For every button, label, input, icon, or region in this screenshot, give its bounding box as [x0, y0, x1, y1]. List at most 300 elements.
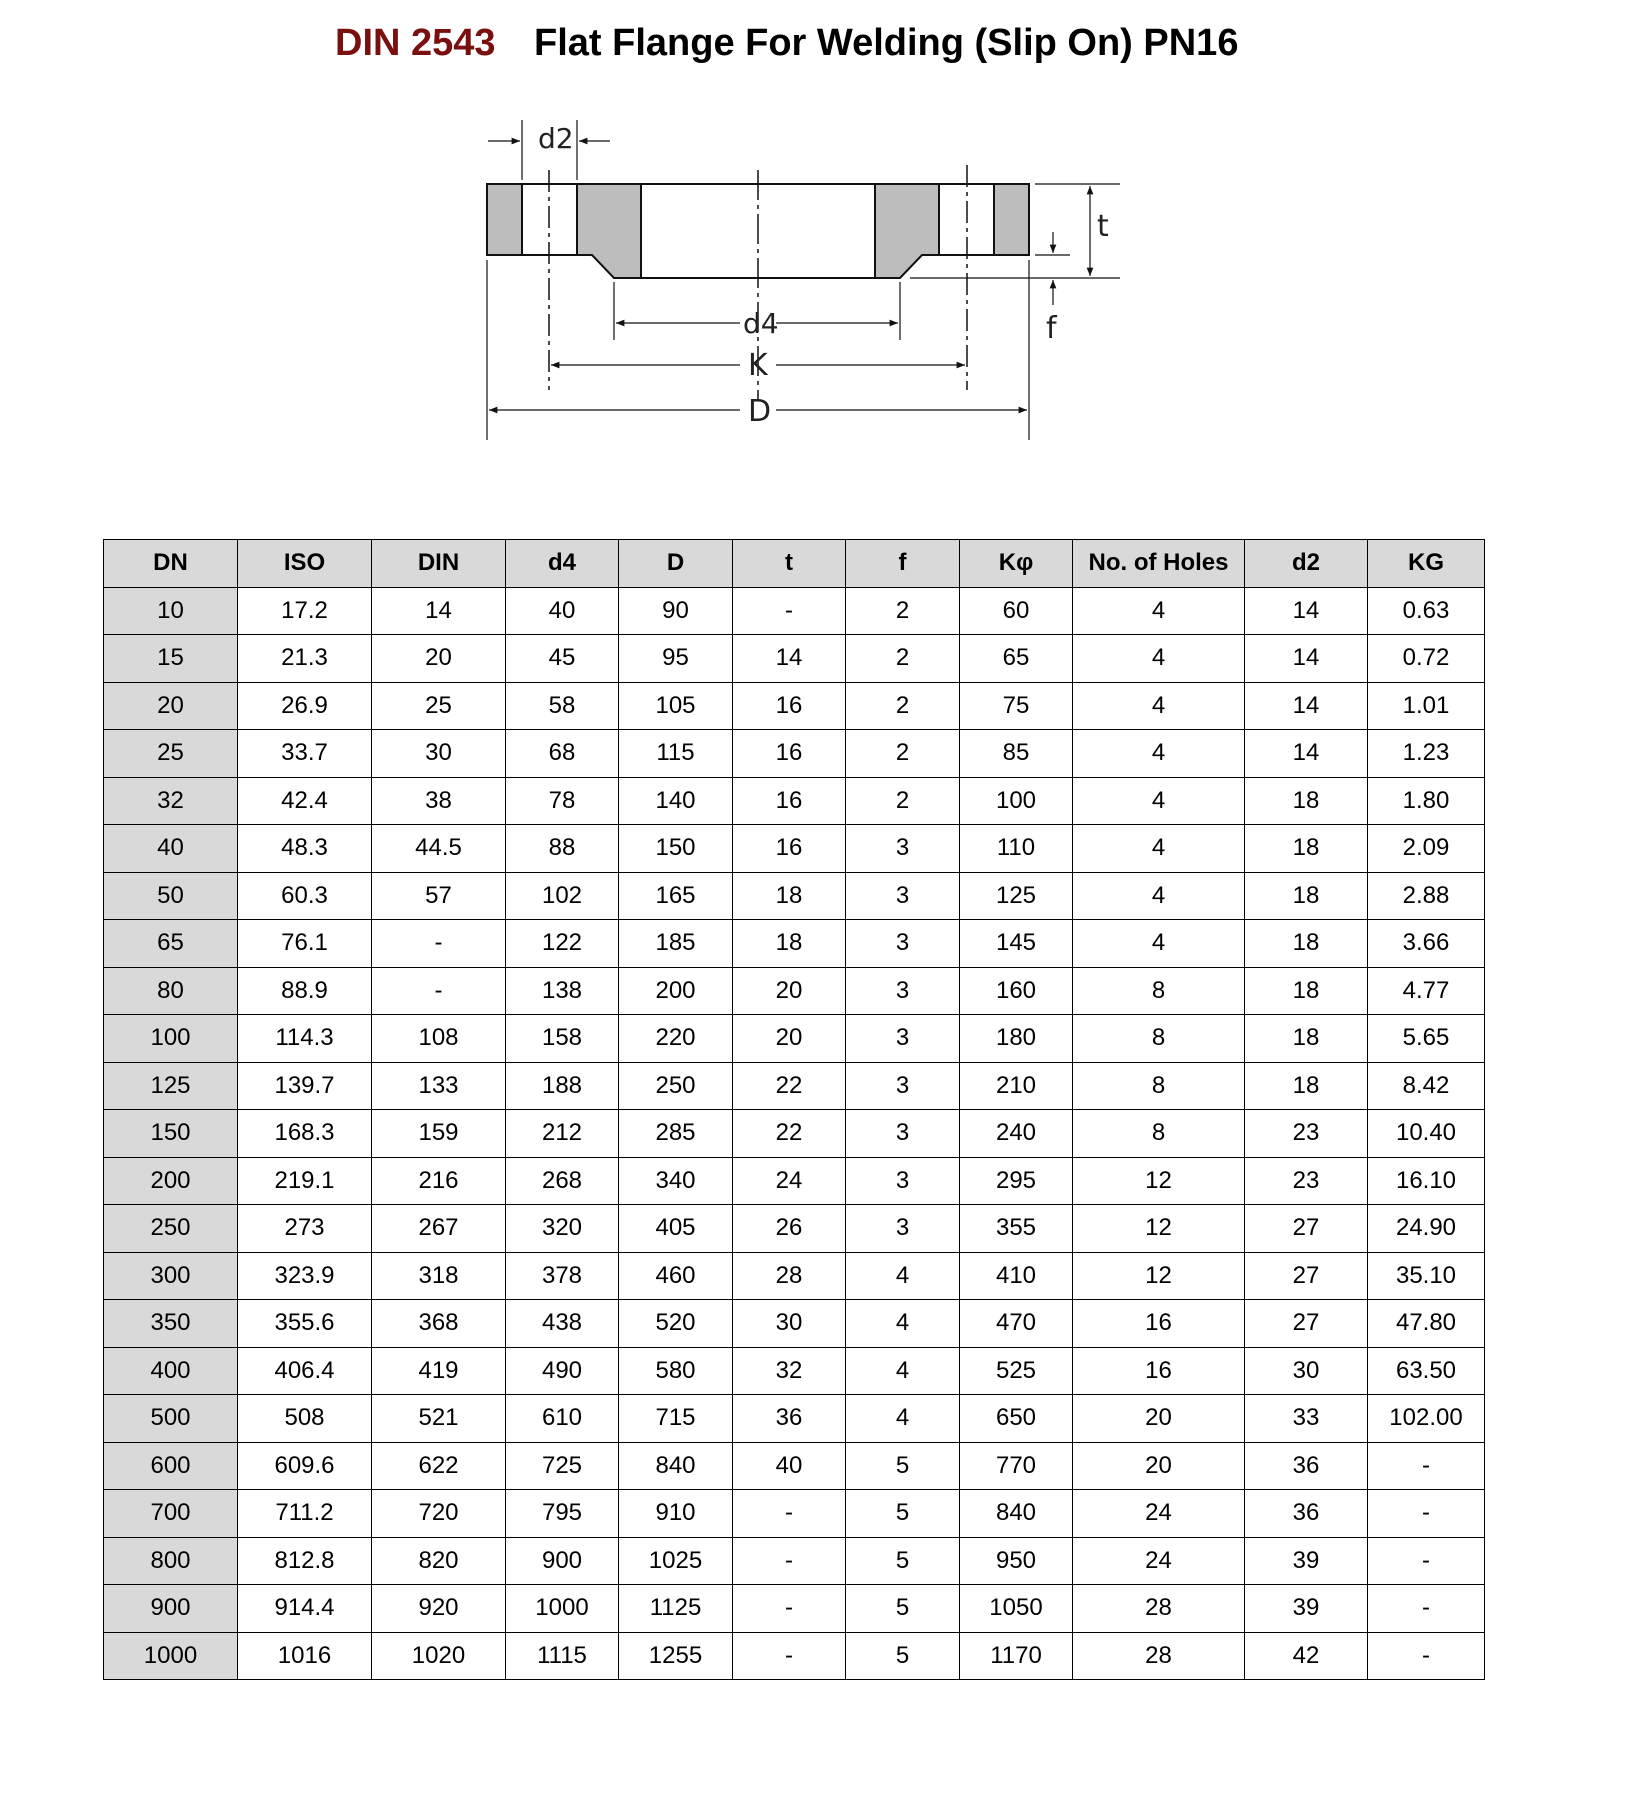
column-header: DIN [372, 540, 506, 588]
table-cell: 419 [372, 1347, 506, 1395]
table-cell: 14 [733, 635, 846, 683]
table-cell: 3 [846, 967, 960, 1015]
table-cell: 4 [1073, 635, 1245, 683]
table-cell: 405 [619, 1205, 733, 1253]
table-row [104, 1537, 1485, 1585]
table-cell: 122 [506, 920, 619, 968]
table-cell: 508 [238, 1395, 372, 1443]
table-cell: 840 [619, 1442, 733, 1490]
column-header: d4 [506, 540, 619, 588]
table-cell: 25 [372, 682, 506, 730]
table-cell: 47.80 [1368, 1300, 1485, 1348]
table-cell: 188 [506, 1062, 619, 1110]
table-cell: 139.7 [238, 1062, 372, 1110]
dn-cell: 1000 [104, 1632, 238, 1680]
label-d2: d2 [538, 122, 574, 155]
table-cell: 76.1 [238, 920, 372, 968]
table-cell: 4 [846, 1252, 960, 1300]
flange-diagram [470, 110, 1130, 440]
table-cell: 820 [372, 1537, 506, 1585]
table-cell: 23 [1245, 1157, 1368, 1205]
table-cell: 268 [506, 1157, 619, 1205]
table-cell: 35.10 [1368, 1252, 1485, 1300]
dn-cell: 500 [104, 1395, 238, 1443]
table-cell: 160 [960, 967, 1073, 1015]
table-cell: 42 [1245, 1632, 1368, 1680]
table-cell: 12 [1073, 1205, 1245, 1253]
table-cell: 650 [960, 1395, 1073, 1443]
table-cell: 2.09 [1368, 825, 1485, 873]
table-cell: 16 [733, 682, 846, 730]
table-cell: 355.6 [238, 1300, 372, 1348]
table-cell: 85 [960, 730, 1073, 778]
table-row [104, 920, 1485, 968]
table-cell: - [1368, 1537, 1485, 1585]
table-cell: 273 [238, 1205, 372, 1253]
column-header: Kφ [960, 540, 1073, 588]
table-cell: 27 [1245, 1252, 1368, 1300]
table-cell: 57 [372, 872, 506, 920]
dn-cell: 400 [104, 1347, 238, 1395]
table-cell: 24 [733, 1157, 846, 1205]
table-cell: 14 [1245, 587, 1368, 635]
table-cell: 240 [960, 1110, 1073, 1158]
flange-dimension-table [103, 539, 1485, 1680]
table-cell: 44.5 [372, 825, 506, 873]
table-cell: 18 [1245, 967, 1368, 1015]
table-cell: 406.4 [238, 1347, 372, 1395]
table-cell: 39 [1245, 1537, 1368, 1585]
table-cell: - [1368, 1632, 1485, 1680]
table-row [104, 587, 1485, 635]
column-header: D [619, 540, 733, 588]
table-cell: 24.90 [1368, 1205, 1485, 1253]
table-cell: 102 [506, 872, 619, 920]
table-cell: 711.2 [238, 1490, 372, 1538]
table-cell: 10.40 [1368, 1110, 1485, 1158]
table-cell: 110 [960, 825, 1073, 873]
table-cell: 22 [733, 1110, 846, 1158]
table-cell: 521 [372, 1395, 506, 1443]
table-cell: 115 [619, 730, 733, 778]
table-cell: 610 [506, 1395, 619, 1443]
table-cell: 42.4 [238, 777, 372, 825]
table-cell: 16.10 [1368, 1157, 1485, 1205]
table-cell: 16 [1073, 1347, 1245, 1395]
table-cell: 24 [1073, 1490, 1245, 1538]
table-cell: 16 [733, 825, 846, 873]
table-cell: 185 [619, 920, 733, 968]
table-row [104, 825, 1485, 873]
table-cell: 68 [506, 730, 619, 778]
table-cell: 210 [960, 1062, 1073, 1110]
table-cell: 295 [960, 1157, 1073, 1205]
table-cell: 580 [619, 1347, 733, 1395]
table-cell: 22 [733, 1062, 846, 1110]
table-cell: 2 [846, 777, 960, 825]
column-header: d2 [1245, 540, 1368, 588]
table-cell: 715 [619, 1395, 733, 1443]
table-cell: 3.66 [1368, 920, 1485, 968]
table-cell: - [1368, 1585, 1485, 1633]
table-cell: 285 [619, 1110, 733, 1158]
table-cell: 368 [372, 1300, 506, 1348]
dimension-lines [488, 141, 1090, 410]
column-header: t [733, 540, 846, 588]
table-cell: 165 [619, 872, 733, 920]
table-cell: 2 [846, 682, 960, 730]
table-cell: 950 [960, 1537, 1073, 1585]
column-header: DN [104, 540, 238, 588]
table-cell: 38 [372, 777, 506, 825]
table-row [104, 682, 1485, 730]
table-cell: 20 [372, 635, 506, 683]
table-row [104, 872, 1485, 920]
table-cell: 2 [846, 587, 960, 635]
table-row [104, 1347, 1485, 1395]
table-cell: 4 [1073, 682, 1245, 730]
table-cell: 18 [1245, 920, 1368, 968]
table-cell: 21.3 [238, 635, 372, 683]
table-cell: 4 [1073, 825, 1245, 873]
table-cell: 26.9 [238, 682, 372, 730]
table-cell: 18 [733, 872, 846, 920]
dn-cell: 100 [104, 1015, 238, 1063]
table-cell: 14 [372, 587, 506, 635]
table-cell: 3 [846, 872, 960, 920]
table-cell: 18 [1245, 872, 1368, 920]
table-cell: 16 [733, 730, 846, 778]
table-cell: 4 [1073, 920, 1245, 968]
table-cell: 4 [1073, 587, 1245, 635]
table-row [104, 1632, 1485, 1680]
table-cell: 30 [1245, 1347, 1368, 1395]
table-cell: 4 [846, 1300, 960, 1348]
table-cell: 410 [960, 1252, 1073, 1300]
table-cell: 8.42 [1368, 1062, 1485, 1110]
table-cell: 1170 [960, 1632, 1073, 1680]
dn-cell: 600 [104, 1442, 238, 1490]
dn-cell: 125 [104, 1062, 238, 1110]
table-cell: 8 [1073, 1062, 1245, 1110]
table-cell: 812.8 [238, 1537, 372, 1585]
table-cell: 5 [846, 1442, 960, 1490]
table-cell: 145 [960, 920, 1073, 968]
table-cell: 125 [960, 872, 1073, 920]
table-cell: 720 [372, 1490, 506, 1538]
table-cell: 90 [619, 587, 733, 635]
table-cell: - [733, 1632, 846, 1680]
table-cell: 33 [1245, 1395, 1368, 1443]
dn-cell: 200 [104, 1157, 238, 1205]
table-row [104, 1015, 1485, 1063]
table-cell: 355 [960, 1205, 1073, 1253]
table-cell: 4 [846, 1347, 960, 1395]
table-cell: 20 [1073, 1395, 1245, 1443]
table-cell: 219.1 [238, 1157, 372, 1205]
table-cell: 3 [846, 920, 960, 968]
table-cell: 438 [506, 1300, 619, 1348]
column-header: f [846, 540, 960, 588]
table-cell: 340 [619, 1157, 733, 1205]
table-cell: 4 [1073, 730, 1245, 778]
table-cell: 4 [1073, 872, 1245, 920]
table-cell: 28 [1073, 1585, 1245, 1633]
table-cell: 95 [619, 635, 733, 683]
table-cell: - [1368, 1490, 1485, 1538]
table-cell: 14 [1245, 682, 1368, 730]
table-cell: 250 [619, 1062, 733, 1110]
table-cell: 30 [733, 1300, 846, 1348]
table-cell: - [733, 587, 846, 635]
table-cell: 105 [619, 682, 733, 730]
table-row [104, 1252, 1485, 1300]
table-cell: 12 [1073, 1252, 1245, 1300]
table-cell: 138 [506, 967, 619, 1015]
table-row [104, 1300, 1485, 1348]
table-cell: 36 [733, 1395, 846, 1443]
table-cell: 20 [733, 1015, 846, 1063]
column-header: No. of Holes [1073, 540, 1245, 588]
table-cell: 1255 [619, 1632, 733, 1680]
table-cell: 102.00 [1368, 1395, 1485, 1443]
table-cell: 18 [1245, 1015, 1368, 1063]
table-cell: 5.65 [1368, 1015, 1485, 1063]
table-cell: 520 [619, 1300, 733, 1348]
table-cell: 75 [960, 682, 1073, 730]
table-cell: 622 [372, 1442, 506, 1490]
table-cell: 1025 [619, 1537, 733, 1585]
table-cell: 609.6 [238, 1442, 372, 1490]
table-cell: 30 [372, 730, 506, 778]
dn-cell: 25 [104, 730, 238, 778]
table-cell: - [372, 920, 506, 968]
dn-cell: 15 [104, 635, 238, 683]
table-cell: 3 [846, 1015, 960, 1063]
table-cell: - [733, 1585, 846, 1633]
table-cell: 212 [506, 1110, 619, 1158]
table-cell: 45 [506, 635, 619, 683]
dn-cell: 10 [104, 587, 238, 635]
table-cell: 32 [733, 1347, 846, 1395]
table-row [104, 635, 1485, 683]
table-cell: 180 [960, 1015, 1073, 1063]
table-cell: 168.3 [238, 1110, 372, 1158]
table-cell: 16 [733, 777, 846, 825]
table-cell: 4.77 [1368, 967, 1485, 1015]
table-cell: 3 [846, 1110, 960, 1158]
table-cell: 914.4 [238, 1585, 372, 1633]
table-cell: 150 [619, 825, 733, 873]
table-cell: 1125 [619, 1585, 733, 1633]
table-cell: 220 [619, 1015, 733, 1063]
table-cell: 318 [372, 1252, 506, 1300]
table-row [104, 1395, 1485, 1443]
table-cell: 795 [506, 1490, 619, 1538]
table-cell: 770 [960, 1442, 1073, 1490]
dn-cell: 65 [104, 920, 238, 968]
dn-cell: 32 [104, 777, 238, 825]
table-cell: 26 [733, 1205, 846, 1253]
flange-name: Flat Flange For Welding (Slip On) PN16 [534, 22, 1239, 64]
table-cell: 23 [1245, 1110, 1368, 1158]
table-row [104, 1442, 1485, 1490]
dn-cell: 20 [104, 682, 238, 730]
table-cell: 490 [506, 1347, 619, 1395]
table-cell: 1.23 [1368, 730, 1485, 778]
table-cell: 20 [733, 967, 846, 1015]
table-cell: 58 [506, 682, 619, 730]
table-cell: 200 [619, 967, 733, 1015]
table-cell: 158 [506, 1015, 619, 1063]
table-cell: 910 [619, 1490, 733, 1538]
table-cell: 114.3 [238, 1015, 372, 1063]
table-cell: 2 [846, 730, 960, 778]
table-cell: 460 [619, 1252, 733, 1300]
table-cell: 1020 [372, 1632, 506, 1680]
table-cell: 65 [960, 635, 1073, 683]
table-header-row [104, 540, 1485, 588]
label-t: t [1097, 209, 1109, 244]
table-cell: 525 [960, 1347, 1073, 1395]
dn-cell: 40 [104, 825, 238, 873]
table-cell: 3 [846, 1062, 960, 1110]
table-row [104, 1157, 1485, 1205]
table-cell: 28 [733, 1252, 846, 1300]
table-cell: 1115 [506, 1632, 619, 1680]
dn-cell: 80 [104, 967, 238, 1015]
table-cell: 5 [846, 1490, 960, 1538]
dn-cell: 50 [104, 872, 238, 920]
dn-cell: 300 [104, 1252, 238, 1300]
table-cell: 320 [506, 1205, 619, 1253]
table-cell: 378 [506, 1252, 619, 1300]
table-row [104, 1062, 1485, 1110]
table-cell: - [372, 967, 506, 1015]
table-cell: 40 [506, 587, 619, 635]
table-cell: 1.80 [1368, 777, 1485, 825]
table-row [104, 777, 1485, 825]
page-title [0, 22, 1652, 72]
table-cell: 8 [1073, 1110, 1245, 1158]
table-cell: 2.88 [1368, 872, 1485, 920]
column-header: KG [1368, 540, 1485, 588]
dn-cell: 900 [104, 1585, 238, 1633]
table-cell: 8 [1073, 1015, 1245, 1063]
table-cell: 323.9 [238, 1252, 372, 1300]
table-cell: 140 [619, 777, 733, 825]
dn-cell: 350 [104, 1300, 238, 1348]
table-cell: 27 [1245, 1300, 1368, 1348]
table-cell: 267 [372, 1205, 506, 1253]
extension-lines [487, 120, 1120, 440]
table-cell: 24 [1073, 1537, 1245, 1585]
label-K: K [748, 348, 768, 383]
table-cell: 28 [1073, 1632, 1245, 1680]
table-cell: 14 [1245, 730, 1368, 778]
table-cell: 3 [846, 825, 960, 873]
table-row [104, 1110, 1485, 1158]
table-cell: 8 [1073, 967, 1245, 1015]
table-cell: 725 [506, 1442, 619, 1490]
table-cell: 840 [960, 1490, 1073, 1538]
table-cell: - [733, 1490, 846, 1538]
table-row [104, 1585, 1485, 1633]
table-cell: 18 [733, 920, 846, 968]
table-cell: 900 [506, 1537, 619, 1585]
table-cell: 63.50 [1368, 1347, 1485, 1395]
table-cell: 4 [846, 1395, 960, 1443]
table-cell: 36 [1245, 1442, 1368, 1490]
table-row [104, 730, 1485, 778]
table-cell: 16 [1073, 1300, 1245, 1348]
table-row [104, 1490, 1485, 1538]
table-cell: 60.3 [238, 872, 372, 920]
table-cell: 17.2 [238, 587, 372, 635]
table-cell: 1.01 [1368, 682, 1485, 730]
dn-cell: 150 [104, 1110, 238, 1158]
table-cell: 133 [372, 1062, 506, 1110]
table-cell: 18 [1245, 1062, 1368, 1110]
table-cell: 0.63 [1368, 587, 1485, 635]
table-cell: 0.72 [1368, 635, 1485, 683]
table-cell: 470 [960, 1300, 1073, 1348]
table-cell: 920 [372, 1585, 506, 1633]
table-cell: 48.3 [238, 825, 372, 873]
table-cell: 1050 [960, 1585, 1073, 1633]
table-row [104, 1205, 1485, 1253]
table-row [104, 967, 1485, 1015]
table-cell: 27 [1245, 1205, 1368, 1253]
standard-code: DIN 2543 [335, 22, 496, 64]
table-cell: 39 [1245, 1585, 1368, 1633]
table-cell: 4 [1073, 777, 1245, 825]
table-cell: 33.7 [238, 730, 372, 778]
label-d4: d4 [743, 307, 779, 340]
table-cell: 108 [372, 1015, 506, 1063]
table-cell: 20 [1073, 1442, 1245, 1490]
column-header: ISO [238, 540, 372, 588]
table-cell: 3 [846, 1205, 960, 1253]
label-f: f [1046, 311, 1057, 346]
table-cell: - [1368, 1442, 1485, 1490]
dn-cell: 250 [104, 1205, 238, 1253]
table-cell: 18 [1245, 825, 1368, 873]
table-cell: 18 [1245, 777, 1368, 825]
table-cell: 100 [960, 777, 1073, 825]
table-cell: - [733, 1537, 846, 1585]
table-cell: 5 [846, 1632, 960, 1680]
dn-cell: 700 [104, 1490, 238, 1538]
table-cell: 159 [372, 1110, 506, 1158]
table-cell: 5 [846, 1537, 960, 1585]
table-cell: 1000 [506, 1585, 619, 1633]
table-cell: 36 [1245, 1490, 1368, 1538]
table-cell: 88 [506, 825, 619, 873]
label-D: D [748, 394, 772, 429]
table-cell: 216 [372, 1157, 506, 1205]
table-cell: 5 [846, 1585, 960, 1633]
table-cell: 88.9 [238, 967, 372, 1015]
table-cell: 14 [1245, 635, 1368, 683]
dn-cell: 800 [104, 1537, 238, 1585]
table-cell: 78 [506, 777, 619, 825]
table-cell: 40 [733, 1442, 846, 1490]
table-cell: 60 [960, 587, 1073, 635]
table-cell: 1016 [238, 1632, 372, 1680]
table-cell: 3 [846, 1157, 960, 1205]
table-cell: 2 [846, 635, 960, 683]
